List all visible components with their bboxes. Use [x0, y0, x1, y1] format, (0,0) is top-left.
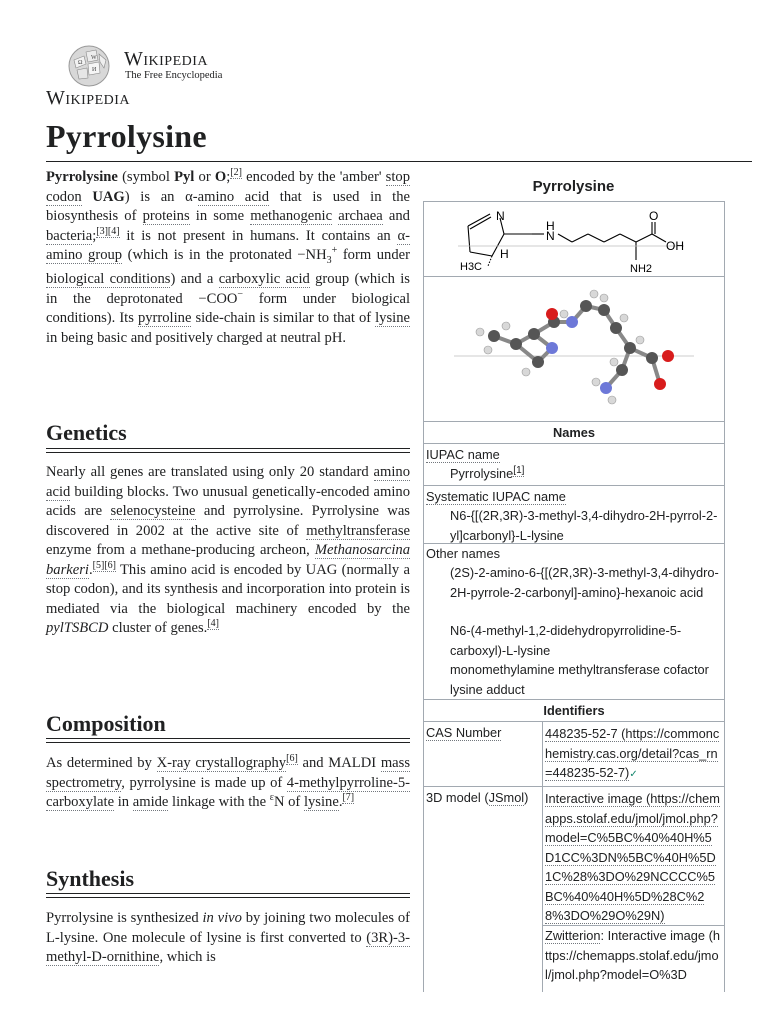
- wikipedia-globe-icon[interactable]: [64, 42, 114, 88]
- systematic-iupac-name-value: N6-{[(2R,3R)-3-methyl-3,4-dihydro-2H-pyrrol-2-yl]carbonyl}-L-lysine: [450, 508, 718, 543]
- page-title: Pyrrolysine: [46, 118, 207, 154]
- ref-link[interactable]: [6]: [286, 753, 298, 765]
- section-header-identifiers: Identifiers: [543, 703, 605, 718]
- link-methanogenic[interactable]: methanogenic: [250, 208, 333, 224]
- link-methanosarcina-barkeri[interactable]: Methanosarcina barkeri: [46, 542, 410, 578]
- link-methylpyrroline-carboxylate[interactable]: 4-methylpyrroline-5-carboxylate: [46, 774, 410, 810]
- ref-link[interactable]: [7]: [342, 792, 355, 804]
- iupac-name-value: Pyrrolysine[1]: [450, 464, 525, 481]
- link-pyrroline[interactable]: pyrroline: [137, 310, 192, 327]
- link-proteins[interactable]: proteins: [142, 208, 190, 224]
- section-divider: [46, 893, 410, 898]
- atom-label: H: [500, 247, 509, 261]
- iupac-name-label[interactable]: IUPAC name: [426, 447, 500, 462]
- 3d-model-value[interactable]: Interactive image (https://chemapps.stolaf.edu/jmol/jmol.php?model=C%5BC%40%40H%5D1CC%3DN%5BC%40H%5D1C%28%3DO%29NCCCC%5BC%40%40H%5D%28C%28%3DO%29O%29N): [545, 791, 720, 923]
- wordmark-secondary[interactable]: Wikipedia: [46, 87, 131, 109]
- svg-text:И: И: [92, 67, 97, 73]
- site-header: [46, 40, 346, 112]
- ref-link[interactable]: [1]: [513, 464, 525, 476]
- link-lysine[interactable]: lysine: [375, 310, 410, 327]
- title-divider: [46, 161, 752, 162]
- cas-number-value[interactable]: 448235-52-7 (https://commonchemistry.cas.org/detail?cas_rn=448235-52-7)✓: [545, 726, 720, 780]
- link-amino-acid[interactable]: amino acid: [197, 188, 270, 205]
- link-alpha-amino-group[interactable]: α-amino group: [46, 227, 410, 263]
- infobox: [423, 201, 725, 992]
- ball-and-stick-model-image[interactable]: [454, 284, 694, 424]
- jsmol-link[interactable]: JSmol: [488, 790, 525, 805]
- other-name-value: N6-(4-methyl-1,2-didehydropyrrolidine-5-carboxyl)-L-lysine: [450, 623, 682, 658]
- atom-label: N: [496, 209, 505, 223]
- intro-paragraph: Pyrrolysine (symbol Pyl or O;[2] encoded by the 'amber' stop codon UAG) is an α-amino acid that is used in the biosynthesis of proteins in some methanogenic archaea and bacteria;[3][4] it is not present in humans. It contains an α-amino group (which is in the protonated $-NH_3^+$ form under biological conditions) and a carboxylic acid group (which is in the deprotonated −COO− form under biological conditions). Its pyrroline side-chain is similar to that of lysine in being basic and positively charged at neutral pH.: [46, 167, 410, 346]
- atom-label: OH: [666, 239, 684, 253]
- other-names-label: Other names: [426, 546, 500, 561]
- wordmark[interactable]: Wikipedia: [124, 48, 209, 70]
- section-header-names: Names: [553, 425, 595, 440]
- section-heading-composition: Composition: [46, 711, 166, 736]
- verified-check-icon: ✓: [629, 769, 638, 780]
- section-divider: [46, 448, 410, 453]
- link-x-ray-crystallography[interactable]: X-ray crystallography: [156, 755, 287, 771]
- link-mass-spectrometry[interactable]: mass spectrometry: [46, 755, 410, 791]
- other-name-value: monomethylamine methyltransferase cofactor lysine adduct: [450, 662, 709, 697]
- section-divider: [46, 738, 410, 743]
- genetics-paragraph: Nearly all genes are translated using only 20 standard amino acid building blocks. Two unusual genetically-encoded amino acids are selenocysteine and pyrrolysine. Pyrrolysine was discovered in 2002 at the active site of methyltransferase enzyme from a methane-producing archeon, Methanosarcina barkeri.[5][6] This amino acid is encoded by UAG (normally a stop codon), and its synthesis and incorporation into protein is mediated via the biological machinery encoded by the pylTSBCD cluster of genes.[4]: [46, 464, 410, 636]
- skeletal-structure-image[interactable]: [454, 204, 694, 276]
- 3d-model-label: 3D model (JSmol): [426, 790, 529, 805]
- tagline: The Free Encyclopedia: [125, 70, 223, 81]
- link-stop-codon[interactable]: stop codon: [46, 169, 410, 205]
- ref-link[interactable]: [4]: [207, 618, 219, 630]
- atom-label: H: [546, 219, 555, 233]
- link-carboxylic-acid[interactable]: carboxylic acid: [218, 271, 310, 288]
- link-amino-acid[interactable]: amino acid: [46, 464, 410, 500]
- infobox-title: Pyrrolysine: [532, 178, 615, 195]
- atom-label: NH2: [630, 263, 653, 275]
- synthesis-paragraph: Pyrrolysine is synthesized in vivo by joining two molecules of L-lysine. One molecule of lysine is first converted to (3R)-3-methyl-D-ornithine, which is: [46, 910, 410, 965]
- composition-paragraph: As determined by X-ray crystallography[6] and MALDI mass spectrometry, pyrrolysine is made up of 4-methylpyrroline-5-carboxylate in amide linkage with the $^\varepsilon$N of lysine.[7]: [46, 753, 410, 810]
- link-selenocysteine[interactable]: selenocysteine: [110, 503, 196, 519]
- atom-label: H3C: [460, 261, 483, 273]
- atom-label: O: [649, 209, 659, 223]
- ref-link[interactable]: [2]: [230, 167, 242, 179]
- svg-text:Ω: Ω: [78, 60, 83, 66]
- ref-link[interactable]: [5][6]: [92, 559, 116, 571]
- systematic-iupac-name-label[interactable]: Systematic IUPAC name: [426, 489, 566, 504]
- cas-number-label[interactable]: CAS Number: [426, 725, 502, 740]
- svg-text:W: W: [91, 55, 97, 61]
- other-name-value: (2S)-2-amino-6-{[(2R,3R)-3-methyl-3,4-dihydro-2H-pyrrole-2-carbonyl]-amino}-hexanoic acid: [450, 565, 719, 600]
- link-amide[interactable]: amide: [132, 794, 169, 810]
- section-heading-genetics: Genetics: [46, 420, 127, 445]
- link-lysine[interactable]: lysine: [303, 794, 339, 810]
- link-methyltransferase[interactable]: methyltransferase: [306, 522, 410, 539]
- link-bacteria[interactable]: bacteria: [46, 227, 93, 244]
- link-methyl-ornithine[interactable]: (3R)-3-methyl-D-ornithine: [46, 929, 410, 965]
- ref-link[interactable]: [3][4]: [96, 225, 120, 237]
- zwitterion-value[interactable]: Zwitterion: Interactive image (https://chemapps.stolaf.edu/jmol/jmol.php?model=O%3D: [545, 928, 720, 982]
- atom-label: N: [546, 229, 555, 243]
- section-heading-synthesis: Synthesis: [46, 866, 135, 891]
- link-archaea[interactable]: archaea: [338, 208, 383, 224]
- link-biological-conditions[interactable]: biological conditions: [46, 271, 171, 288]
